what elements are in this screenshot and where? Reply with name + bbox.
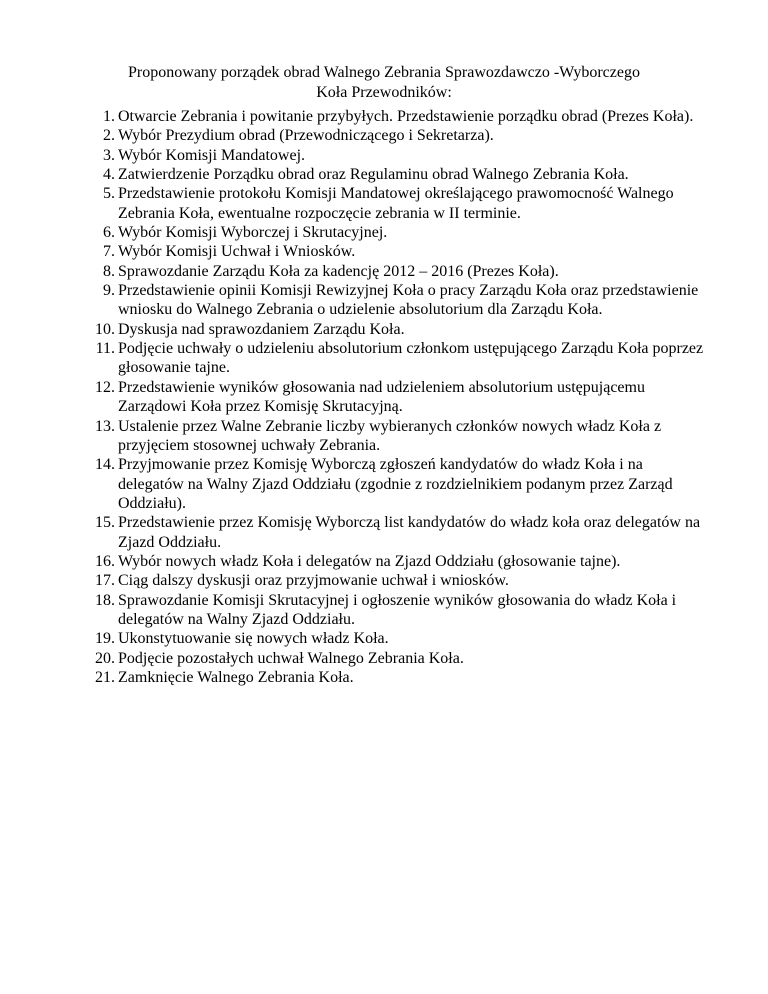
list-item [0,262,708,281]
item-number: 15. [95,514,115,532]
list-item [0,552,708,571]
item-number: 20. [95,649,115,667]
item-number: 1. [103,108,115,125]
list-item [0,242,708,261]
list-item [0,223,708,242]
item-text: Zamknięcie Walnego Zebrania Koła. [118,668,354,686]
list-item [0,107,708,126]
item-text: Podjęcie uchwały o udzieleniu absolutorium członkom ustępującego Zarządu Koła poprzez głosowanie tajne. [118,340,704,377]
item-number: 11. [95,340,115,358]
item-number: 3. [103,146,115,164]
item-text: Przedstawienie protokołu Komisji Mandatowej określającego prawomocność Walnego Zebrania Koła, ewentualne rozpoczęcie zebrania w II terminie. [118,185,674,222]
list-item [0,417,708,456]
item-number: 10. [95,320,115,338]
list-item [0,165,708,184]
list-item [0,126,708,145]
list-item [0,281,708,320]
item-text: Podjęcie pozostałych uchwał Walnego Zebrania Koła. [118,649,464,667]
item-text: Wybór Komisji Uchwał i Wniosków. [118,243,356,261]
item-text: Przedstawienie opinii Komisji Rewizyjnej Koła o pracy Zarządu Koła oraz przedstawienie wniosku do Walnego Zebrania o udzielenie absolutorium dla Zarządu Koła. [118,282,699,319]
item-text: Wybór Komisji Mandatowej. [118,146,306,164]
item-text: Dyskusja nad sprawozdaniem Zarządu Koła. [118,320,405,338]
list-item [0,668,708,687]
item-text: Wybór Prezydium obrad (Przewodniczącego i Sekretarza). [118,127,494,145]
item-text: Ustalenie przez Walne Zebranie liczby wybieranych członków nowych władz Koła z przyjęciem stosownej uchwały Zebrania. [118,417,662,454]
list-item [0,146,708,165]
item-number: 7. [103,243,115,261]
list-item [0,571,708,590]
item-number: 16. [95,552,115,570]
item-text: Sprawozdanie Zarządu Koła za kadencję 2012 – 2016 (Prezes Koła). [118,262,559,280]
item-text: Przyjmowanie przez Komisję Wyborczą zgłoszeń kandydatów do władz Koła i na delegatów na Walny Zjazd Oddziału (zgodnie z rozdzielnikiem podanym przez Zarząd Oddziału). [118,456,673,512]
item-text: Przedstawienie przez Komisję Wyborczą list kandydatów do władz koła oraz delegatów na Zjazd Oddziału. [118,514,701,551]
list-item [0,649,708,668]
item-number: 21. [95,668,115,686]
item-number: 18. [95,591,115,609]
list-item [0,513,708,552]
document-title: Proponowany porządek obrad Walnego Zebrania Sprawozdawczo -Wyborczego Koła Przewodników: [128,64,640,101]
list-item [0,320,708,339]
item-text: Sprawozdanie Komisji Skrutacyjnej i ogłoszenie wyników głosowania do władz Koła i delegatów na Walny Zjazd Oddziału. [118,591,677,628]
item-number: 2. [103,127,115,145]
item-text: Otwarcie Zebrania i powitanie przybyłych. Przedstawienie porządku obrad (Prezes Koła). [118,108,694,125]
item-text: Przedstawienie wyników głosowania nad udzieleniem absolutorium ustępującemu Zarządowi Koła przez Komisję Skrutacyjną. [118,378,645,416]
item-number: 13. [95,417,115,435]
item-text: Wybór Komisji Wyborczej i Skrutacyjnej. [118,224,388,242]
list-item [0,339,708,378]
item-text: Ciąg dalszy dyskusji oraz przyjmowanie uchwał i wniosków. [118,572,509,590]
item-text: Zatwierdzenie Porządku obrad oraz Regulaminu obrad Walnego Zebrania Koła. [118,166,629,184]
item-text: Ukonstytuowanie się nowych władz Koła. [118,630,389,648]
list-item [0,455,708,513]
list-item [0,629,708,648]
item-number: 6. [103,224,115,242]
list-item [0,591,708,630]
item-number: 5. [103,185,115,203]
item-number: 9. [103,282,115,300]
item-number: 14. [95,456,115,474]
agenda-list [0,107,768,687]
item-number: 17. [95,572,115,590]
list-item [0,378,708,417]
item-number: 8. [103,262,115,280]
item-number: 4. [103,166,115,184]
item-number: 19. [95,630,115,648]
list-item [0,184,708,223]
item-text: Wybór nowych władz Koła i delegatów na Zjazd Oddziału (głosowanie tajne). [118,552,621,570]
item-number: 12. [95,378,115,396]
